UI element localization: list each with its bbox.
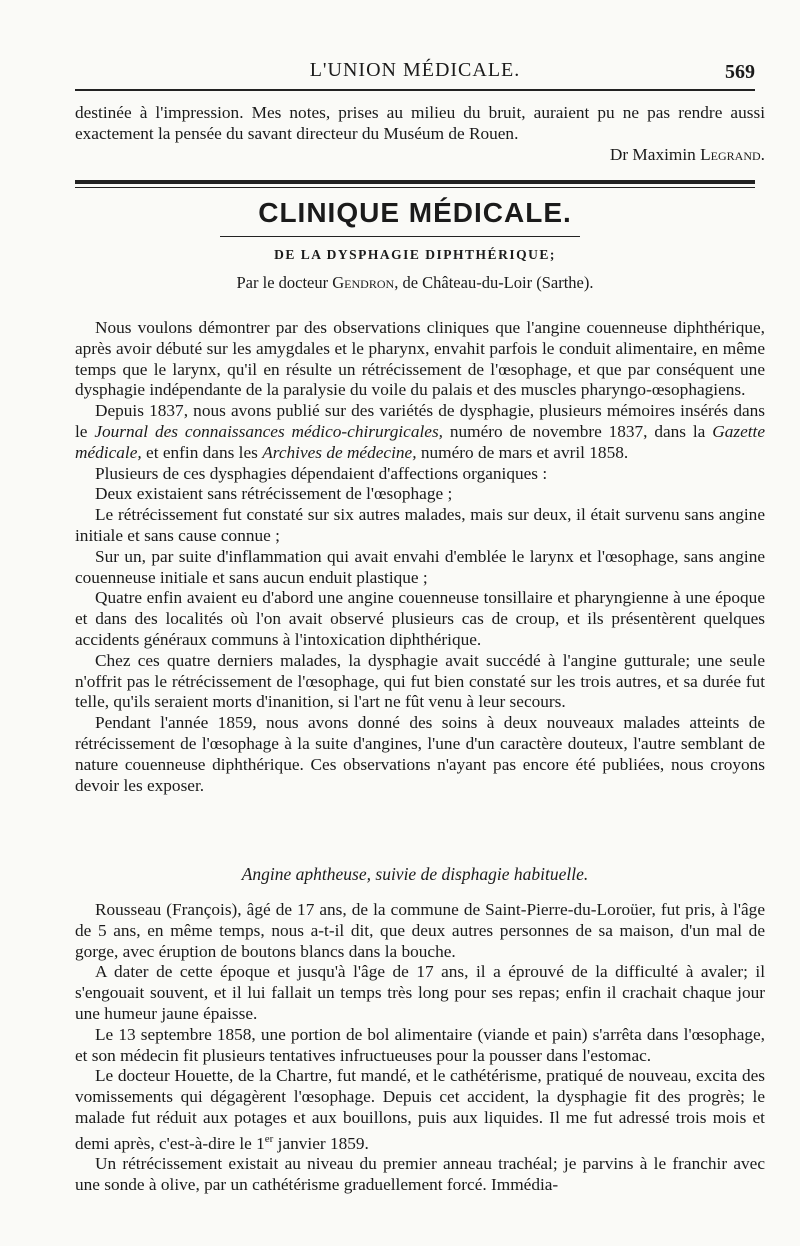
paragraph-one-case: Sur un, par suite d'inflammation qui avait envahi d'emblée le larynx et l'œsophage, sans angine couenneuse initiale et sans aucun enduit plastique ;: [75, 546, 765, 587]
paragraph-references: [75, 401, 765, 463]
references-mid-2: et enfin dans les: [146, 442, 258, 462]
section-divider-thick: [75, 180, 755, 184]
signature-name: Legrand.: [700, 144, 765, 164]
paragraph-intro: Nous voulons démontrer par des observations cliniques que l'angine couenneuse diphthérique, après avoir débuté sur les amygdales et le pharynx, envahit parfois le conduit alimentaire, en même temps que le larynx, qu'il en résulte un rétrécissement de l'œsophage, et que par conséquent une dysphagie indépendante de la paralysie du voile du palais et des muscles pharyngo-œsophagiens.: [75, 318, 765, 400]
reference-journal-1: Journal des connaissances médico-chirurgicales,: [94, 421, 444, 441]
paragraph-four-patients: Chez ces quatre derniers malades, la dysphagie avait succédé à l'angine gutturale; une seule n'offrit pas le rétrécissement de l'œsophage, qui fut bien constaté sur les trois autres, et sa durée fut telle, qu'ils seraient morts d'inanition, si l'art ne fût venu à leur secours.: [75, 650, 765, 712]
houette-end: janvier 1859.: [277, 1133, 369, 1153]
references-mid-1: numéro de novembre 1837, dans la: [449, 421, 706, 441]
references-tail: numéro de mars et avril 1858.: [420, 442, 629, 462]
reference-journal-3: Archives de médecine,: [262, 442, 417, 462]
case-paragraph: Le 13 septembre 1858, une portion de bol alimentaire (viande et pain) s'arrêta dans l'œsophage, et son médecin fit plusieurs tentatives infructueuses pour la pousser dans l'estomac.: [75, 1024, 765, 1065]
reference-journal-2: Gazette médicale,: [75, 421, 766, 462]
running-title: L'UNION MÉDICALE.: [309, 59, 521, 81]
case-title: Angine aphtheuse, suivie de disphagie habituelle.: [241, 864, 589, 884]
intro-paragraph: destinée à l'impression. Mes notes, prises au milieu du bruit, auraient pu ne pas rendre aussi exactement la pensée du savant directeur du Muséum de Rouen.: [75, 103, 765, 143]
article-body: [75, 318, 765, 796]
page-header: [75, 55, 755, 91]
page-number: 569: [725, 61, 755, 83]
article-title: DE LA DYSPHAGIE DIPHTHÉRIQUE;: [274, 247, 556, 262]
byline-author: Gendron: [332, 273, 395, 292]
paragraph-1859: Pendant l'année 1859, nous avons donné des soins à deux nouveaux malades atteints de rétrécissement de l'œsophage à la suite d'angines, l'une d'un caractère douteux, l'autre semblant de nature couenneuse diphthérique. Ces observations n'ayant pas encore été publiées, nous croyons devoir les exposer.: [75, 713, 765, 795]
paragraph-organic: Plusieurs de ces dysphagies dépendaient d'affections organiques :: [95, 463, 548, 483]
paragraph-six-cases: Le rétrécissement fut constaté sur six autres malades, mais sur deux, il était survenu sans angine initiale et sans cause connue ;: [75, 505, 765, 545]
case-paragraph-final: Un rétrécissement existait au niveau du premier anneau trachéal; je parvins à le franchir avec une sonde à olive, par un cathétérisme graduellement forcé. Immédia-: [75, 1154, 765, 1195]
intro-block: [75, 103, 765, 165]
houette-text: Le docteur Houette, de la Chartre, fut mandé, et le cathétérisme, pratiqué de nouveau, excita des vomissements qui dégagèrent l'œsophage. Depuis cet accident, la dysphagie fit des progrès; le malade fut réduit aux potages et aux bouillons, puis aux liquides. Il me fut adressé trois mois et demi après, c'est-à-dire le: [75, 1066, 765, 1153]
paragraph-four-cases: Quatre enfin avaient eu d'abord une angine couenneuse tonsillaire et pharyngienne à une époque et dans des localités où l'on avait observé plusieurs cas de croup, et ils présentèrent quelques accidents généraux communs à l'intoxication diphthérique.: [75, 588, 765, 649]
byline-prefix: Par le docteur: [236, 273, 329, 292]
byline-suffix: , de Château-du-Loir (Sarthe).: [394, 273, 594, 292]
case-paragraph: Rousseau (François), âgé de 17 ans, de la commune de Saint-Pierre-du-Loroüer, fut pris, à l'âge de 5 ans, en même temps, nous a-t-il dit, que deux autres personnes de sa maison, d'un mal de gorge, avec éruption de boutons blancs dans la bouche.: [75, 900, 765, 961]
case-paragraph-houette: Le docteur Houette, de la Chartre, fut mandé, et le cathétérisme, pratiqué de nouveau, excita des vomissements qui dégagèrent l'œsophage. Depuis cet accident, la dysphagie fit des progrès; le malade fut réduit aux potages et aux bouillons, puis aux liquides. Il me fut adressé trois mois et demi après, c'est-à-dire le 1er janvier 1859.: [75, 1066, 765, 1153]
paragraph-two-cases: Deux existaient sans rétrécissement de l'œsophage ;: [95, 484, 453, 504]
intro-signature: [75, 145, 765, 166]
title-underline: [220, 236, 580, 237]
case-paragraph: A dater de cette époque et jusqu'à l'âge de 17 ans, il a éprouvé de la difficulté à avaler; il s'engouait souvent, et il lui fallait un temps très long pour ses repas; enfin il crachait chaque jour une humeur jaune épaisse.: [75, 962, 765, 1023]
date-superscript: er: [264, 1132, 274, 1145]
article-byline: [75, 273, 755, 293]
section-divider-thin: [75, 187, 755, 188]
section-title: CLINIQUE MÉDICALE.: [258, 197, 572, 228]
signature-prefix: Dr Maximin: [609, 144, 696, 164]
references-lead: Depuis 1837, nous avons publié sur des variétés de dysphagie, plusieurs mémoires insérés dans le: [75, 401, 765, 441]
case-body: [75, 900, 765, 1196]
